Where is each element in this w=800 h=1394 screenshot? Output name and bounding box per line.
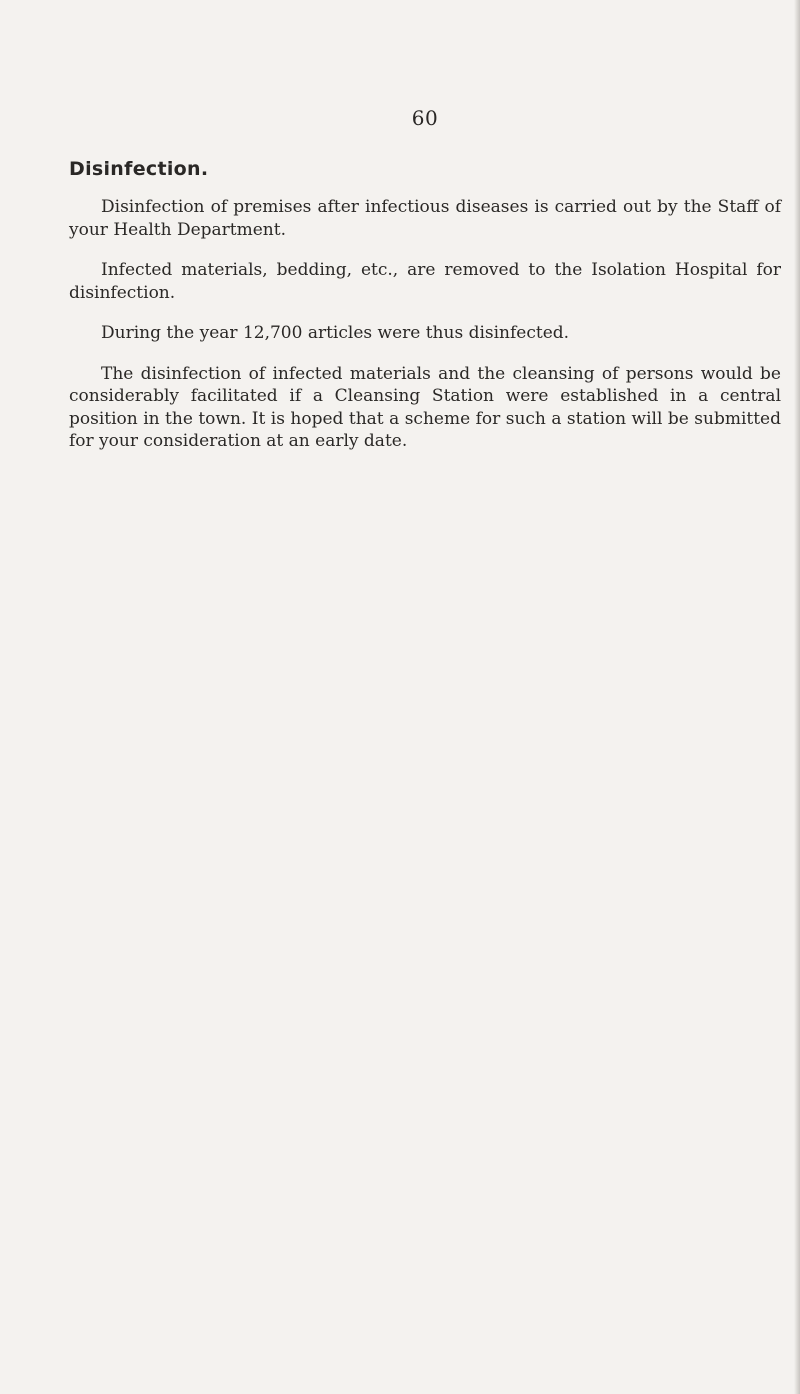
page-number: 60 [411,106,439,130]
section-heading: Disinfection. [69,158,209,180]
paragraph: The disinfection of infected materials and the cleansing of persons would be considerably facilitated if a Cleansing Station were established in a central position in the town. It is hoped that a scheme for such a station will be submitted for your consideration at an early date. [69,363,781,451]
page-edge-shadow [794,0,800,1394]
paragraph: Infected materials, bedding, etc., are removed to the Isolation Hospital for disinfection. [69,260,781,303]
paragraph: Disinfection of premises after infectious diseases is carried out by the Staff of your Health Department. [69,197,781,240]
body-text [69,196,781,471]
paragraph: During the year 12,700 articles were thus disinfected. [101,323,570,343]
